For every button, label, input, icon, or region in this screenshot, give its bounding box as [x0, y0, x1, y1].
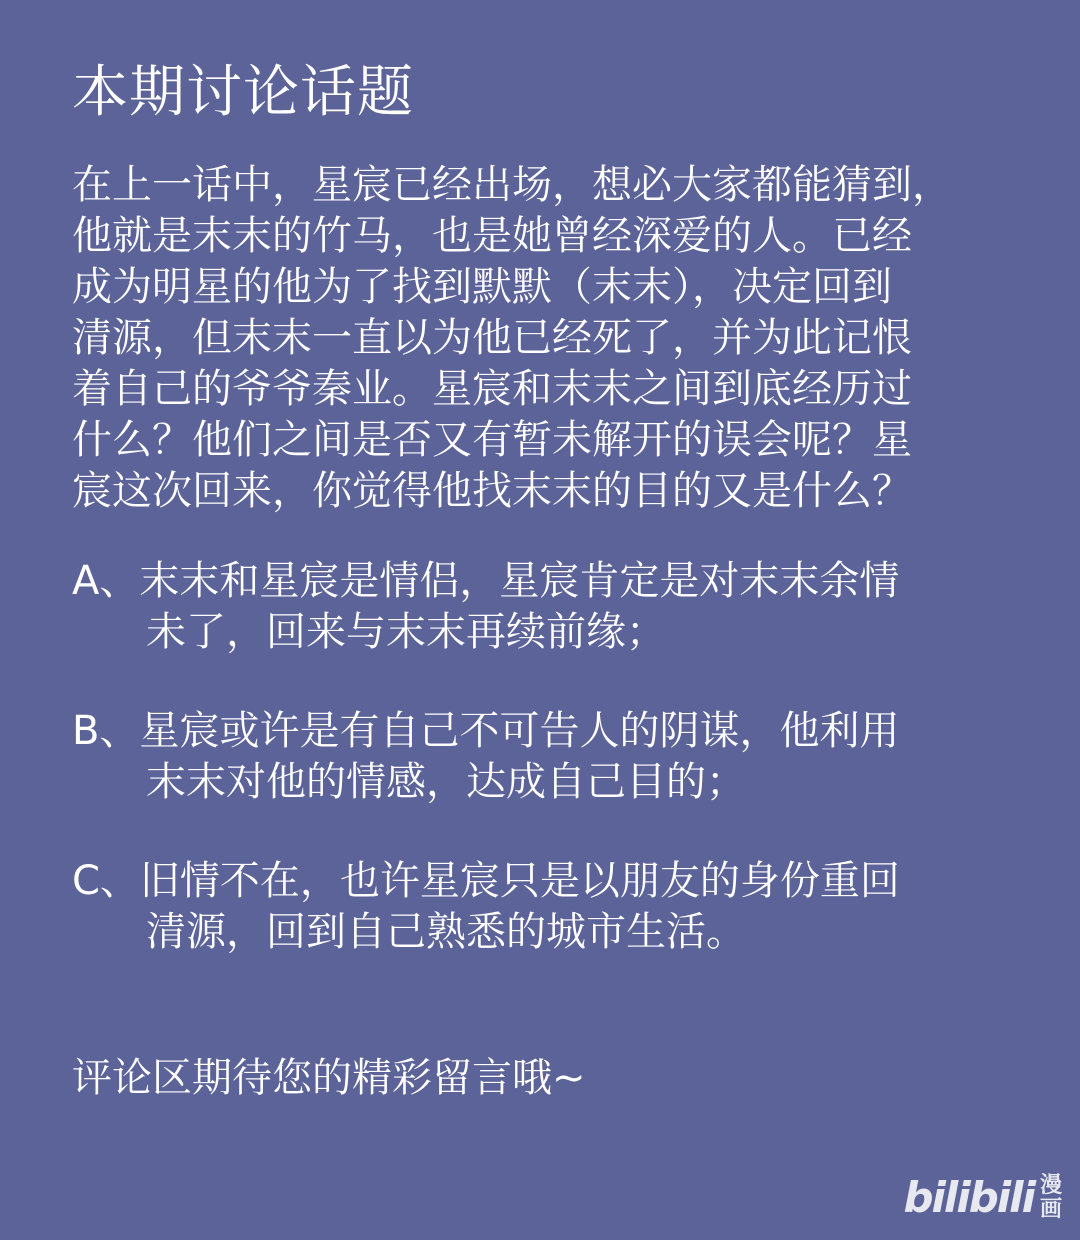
option-b-line-2: 末末对他的情感，达成自己目的；: [146, 759, 746, 805]
logo-wordmark: bilibili: [903, 1173, 1034, 1222]
option-c-line-1: C、旧情不在，也许星宸只是以朋友的身份重回: [72, 858, 900, 904]
paragraph-line: 在上一话中，星宸已经出场，想必大家都能猜到，: [72, 162, 952, 208]
option-b-line-1: B、星宸或许是有自己不可告人的阴谋，他利用: [72, 708, 900, 754]
paragraph-line: 他就是末末的竹马，也是她曾经深爱的人。已经: [72, 213, 912, 259]
option-a-line-2: 未了，回来与末末再续前缘；: [146, 609, 666, 655]
option-a-line-1: A、末末和星宸是情侣，星宸肯定是对末末余情: [72, 558, 900, 604]
option-c-line-2: 清源，回到自己熟悉的城市生活。: [146, 909, 746, 955]
option-c: [72, 856, 1012, 958]
option-b: [72, 706, 1012, 808]
logo-cn-bottom: 画: [1039, 1197, 1062, 1222]
paragraph-line: 什么？他们之间是否又有暂未解开的误会呢？星: [72, 417, 912, 463]
paragraph-line: 清源，但末末一直以为他已经死了，并为此记恨: [72, 315, 912, 361]
logo-cn-top: 漫: [1039, 1173, 1062, 1198]
paragraph-line: 宸这次回来，你觉得他找末末的目的又是什么？: [72, 468, 912, 514]
paragraph-line: 成为明星的他为了找到默默（末末），决定回到: [72, 264, 892, 310]
page-title: 本期讨论话题: [72, 60, 414, 125]
bilibili-manga-logo: [903, 1174, 1062, 1222]
option-a: [72, 556, 1012, 658]
paragraph-line: 着自己的爷爷秦业。星宸和末末之间到底经历过: [72, 366, 912, 412]
closing-message: 评论区期待您的精彩留言哦~: [72, 1055, 586, 1101]
discussion-paragraph: [72, 160, 1012, 517]
logo-cn-text: [1040, 1174, 1062, 1222]
